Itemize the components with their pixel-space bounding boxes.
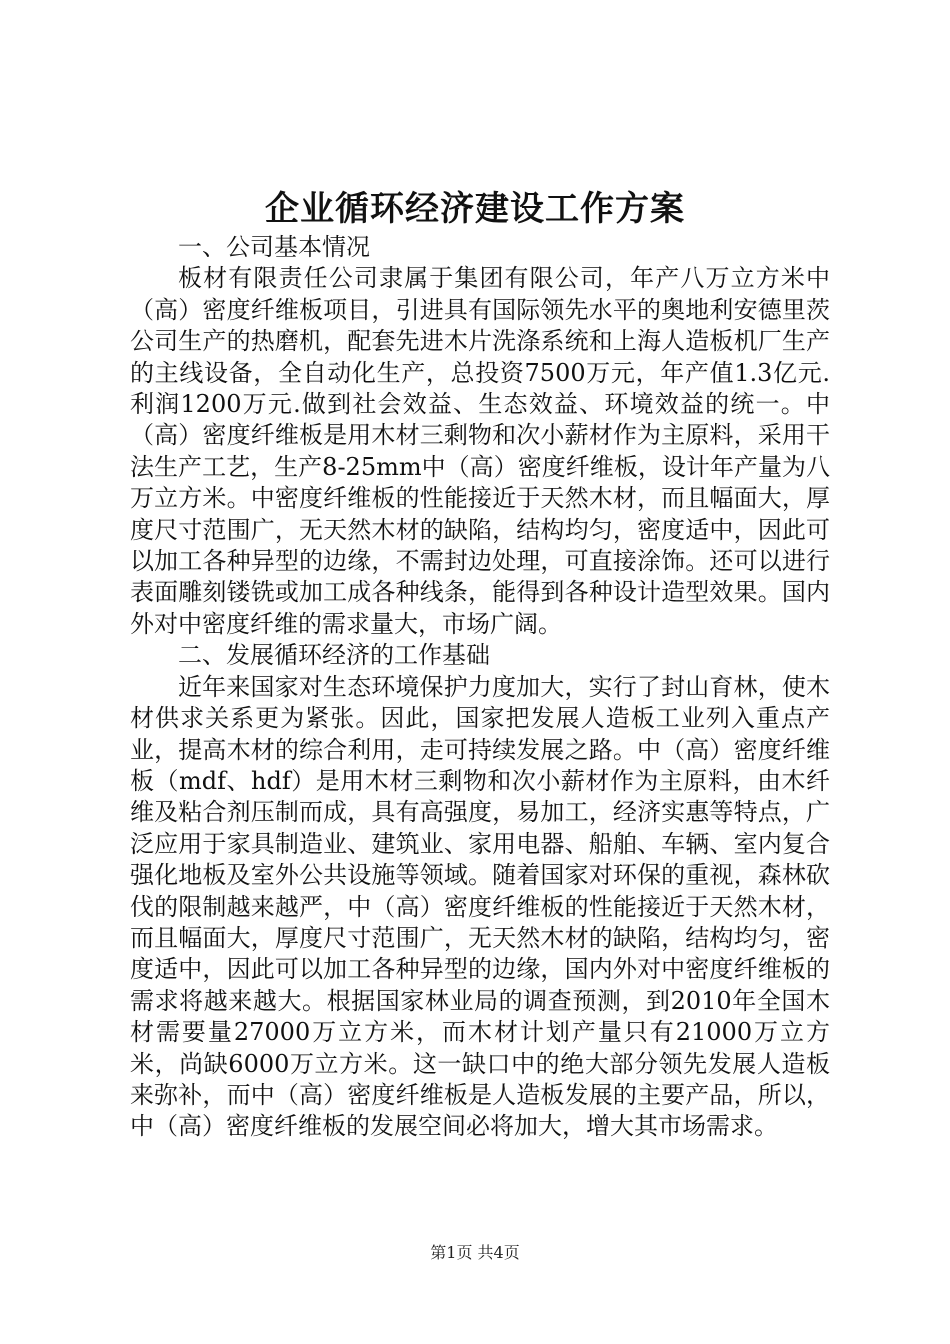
- paragraph-company-overview: 板材有限责任公司隶属于集团有限公司，年产八万立方米中（高）密度纤维板项目，引进具有国际领先水平的奥地利安德里茨公司生产的热磨机，配套先进木片洗涤系统和上海人造板机厂生产的主线设备，全自动化生产，总投资7500万元，年产值1.3亿元.利润1200万元.做到社会效益、生态效益、环境效益的统一。中（高）密度纤维板是用木材三剩物和次小薪材作为主原料，采用干法生产工艺，生产8-25mm中（高）密度纤维板，设计年产量为八万立方米。中密度纤维板的性能接近于天然木材，而且幅面大，厚度尺寸范围广，无天然木材的缺陷，结构均匀，密度适中，因此可以加工各种异型的边缘，不需封边处理，可直接涂饰。还可以进行表面雕刻镂铣或加工成各种线条，能得到各种设计造型效果。国内外对中密度纤维的需求量大，市场广阔。: [130, 264, 830, 638]
- document-body: [130, 232, 830, 1143]
- paragraph-work-basis: 近年来国家对生态环境保护力度加大，实行了封山育林，使木材供求关系更为紧张。因此，国家把发展人造板工业列入重点产业，提高木材的综合利用，走可持续发展之路。中（高）密度纤维板（mdf、hdf）是用木材三剩物和次小薪材作为主原料，由木纤维及粘合剂压制而成，具有高强度，易加工，经济实惠等特点，广泛应用于家具制造业、建筑业、家用电器、船舶、车辆、室内复合强化地板及室外公共设施等领域。随着国家对环保的重视，森林砍伐的限制越来越严，中（高）密度纤维板的性能接近于天然木材，而且幅面大，厚度尺寸范围广，无天然木材的缺陷，结构均匀，密度适中，因此可以加工各种异型的边缘，国内外对中密度纤维板的需求将越来越大。根据国家林业局的调查预测，到2010年全国木材需要量27000万立方米，而木材计划产量只有21000万立方米，尚缺6000万立方米。这一缺口中的绝大部分领先发展人造板来弥补，而中（高）密度纤维板是人造板发展的主要产品，所以，中（高）密度纤维板的发展空间必将加大，增大其市场需求。: [130, 672, 830, 1141]
- document-title: 企业循环经济建设工作方案: [265, 189, 685, 229]
- section-heading-2: 二、发展循环经济的工作基础: [178, 641, 490, 670]
- page-number-footer: 第1页 共4页: [430, 1243, 520, 1262]
- section-heading-1: 一、公司基本情况: [178, 233, 370, 261]
